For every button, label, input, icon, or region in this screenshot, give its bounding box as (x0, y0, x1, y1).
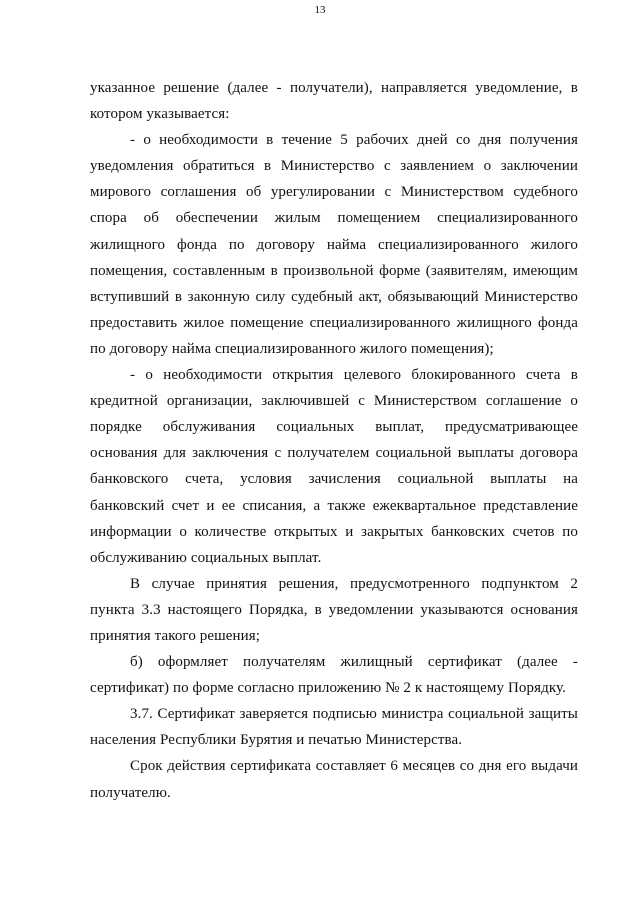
paragraph-bank-account-item: - о необходимости открытия целевого блокированного счета в кредитной организации, заключившей с Министерством соглашение о порядке обслуживания социальных выплат, предусматривающее основания для заключения с получателем социальной выплаты договора банковского счета, условия зачисления социальной выплаты на банковский счет и ее списания, а также ежеквартальное представление информации о количестве открытых и закрытых банковских счетов по обслуживанию социальных выплат. (90, 367, 578, 566)
paragraph-certificate-validity: Срок действия сертификата составляет 6 месяцев со дня его выдачи получателю. (90, 758, 578, 801)
paragraph-decision-grounds: В случае принятия решения, предусмотренного подпунктом 2 пункта 3.3 настоящего Порядка, в уведомлении указываются основания принятия такого решения; (90, 575, 578, 644)
paragraph-certificate-signature: 3.7. Сертификат заверяется подписью министра социальной защиты населения Республики Бурятия и печатью Министерства. (90, 706, 578, 749)
document-body (90, 75, 578, 806)
page-number: 13 (314, 4, 326, 16)
paragraph-recipients-notice: указанное решение (далее - получатели), направляется уведомление, в котором указывается: (90, 80, 578, 123)
paragraph-settlement-item: - о необходимости в течение 5 рабочих дней со дня получения уведомления обратиться в Министерство с заявлением о заключении мирового соглашения об урегулировании с Министерством судебного спора об обеспечении жилым помещением специализированного жилищного фонда по договору найма специализированного жилого помещения, составленным в произвольной форме (заявителям, имеющим вступивший в законную силу судебный акт, обязывающий Министерство предоставить жилое помещение специализированного жилищного фонда по договору найма специализированного жилого помещения); (90, 132, 578, 357)
paragraph-certificate-issue: б) оформляет получателям жилищный сертификат (далее - сертификат) по форме согласно приложению № 2 к настоящему Порядку. (90, 654, 578, 697)
